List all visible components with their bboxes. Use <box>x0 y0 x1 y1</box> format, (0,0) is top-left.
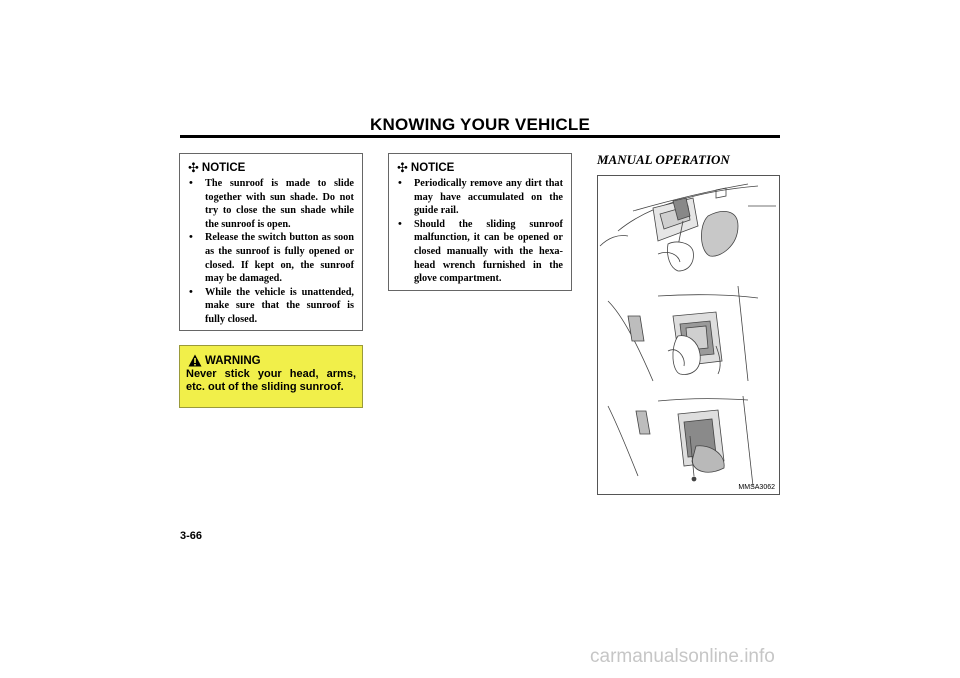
notice-box-1 <box>179 153 363 331</box>
notice-star-icon: ✣ <box>397 160 408 175</box>
warning-text: Never stick your head, arms, etc. out of the sliding sunroof. <box>186 368 356 393</box>
header-rule <box>180 135 780 138</box>
notice-item: • Should the sliding sunroof malfunction, it can be opened or closed manually with the hexa-head wrench furnished in the glove compartment. <box>397 218 563 286</box>
sunroof-manual-crank-drawing <box>598 176 779 494</box>
notice-heading-label: NOTICE <box>410 162 455 174</box>
notice-item: • While the vehicle is unattended, make sure that the sunroof is fully closed. <box>188 286 354 327</box>
warning-box <box>179 345 363 408</box>
notice-heading-2 <box>397 160 563 176</box>
manual-operation-illustration <box>597 175 780 495</box>
notice-item: • Release the switch button as soon as the sunroof is fully opened or closed. If kept on, the sunroof may be damaged. <box>188 231 354 285</box>
notice-box-2 <box>388 153 572 291</box>
manual-operation-heading: MANUAL OPERATION <box>597 152 730 167</box>
warning-triangle-icon <box>188 354 202 367</box>
page-number: 3-66 <box>180 530 203 542</box>
warning-label: WARNING <box>205 354 261 367</box>
notice-list-2 <box>397 177 563 286</box>
page-header-title: KNOWING YOUR VEHICLE <box>370 115 590 134</box>
notice-heading-label: NOTICE <box>201 162 246 174</box>
figure-code: MMSA3062 <box>738 484 775 491</box>
notice-list-1 <box>188 177 354 327</box>
notice-heading-1 <box>188 160 354 176</box>
watermark-text: carmanualsonline.info <box>590 646 775 667</box>
notice-item: • Periodically remove any dirt that may have accumulated on the guide rail. <box>397 177 563 218</box>
notice-star-icon: ✣ <box>188 160 199 175</box>
notice-item: • The sunroof is made to slide together with sun shade. Do not try to close the sun shade while the sunroof is open. <box>188 177 354 231</box>
warning-heading <box>188 354 356 367</box>
